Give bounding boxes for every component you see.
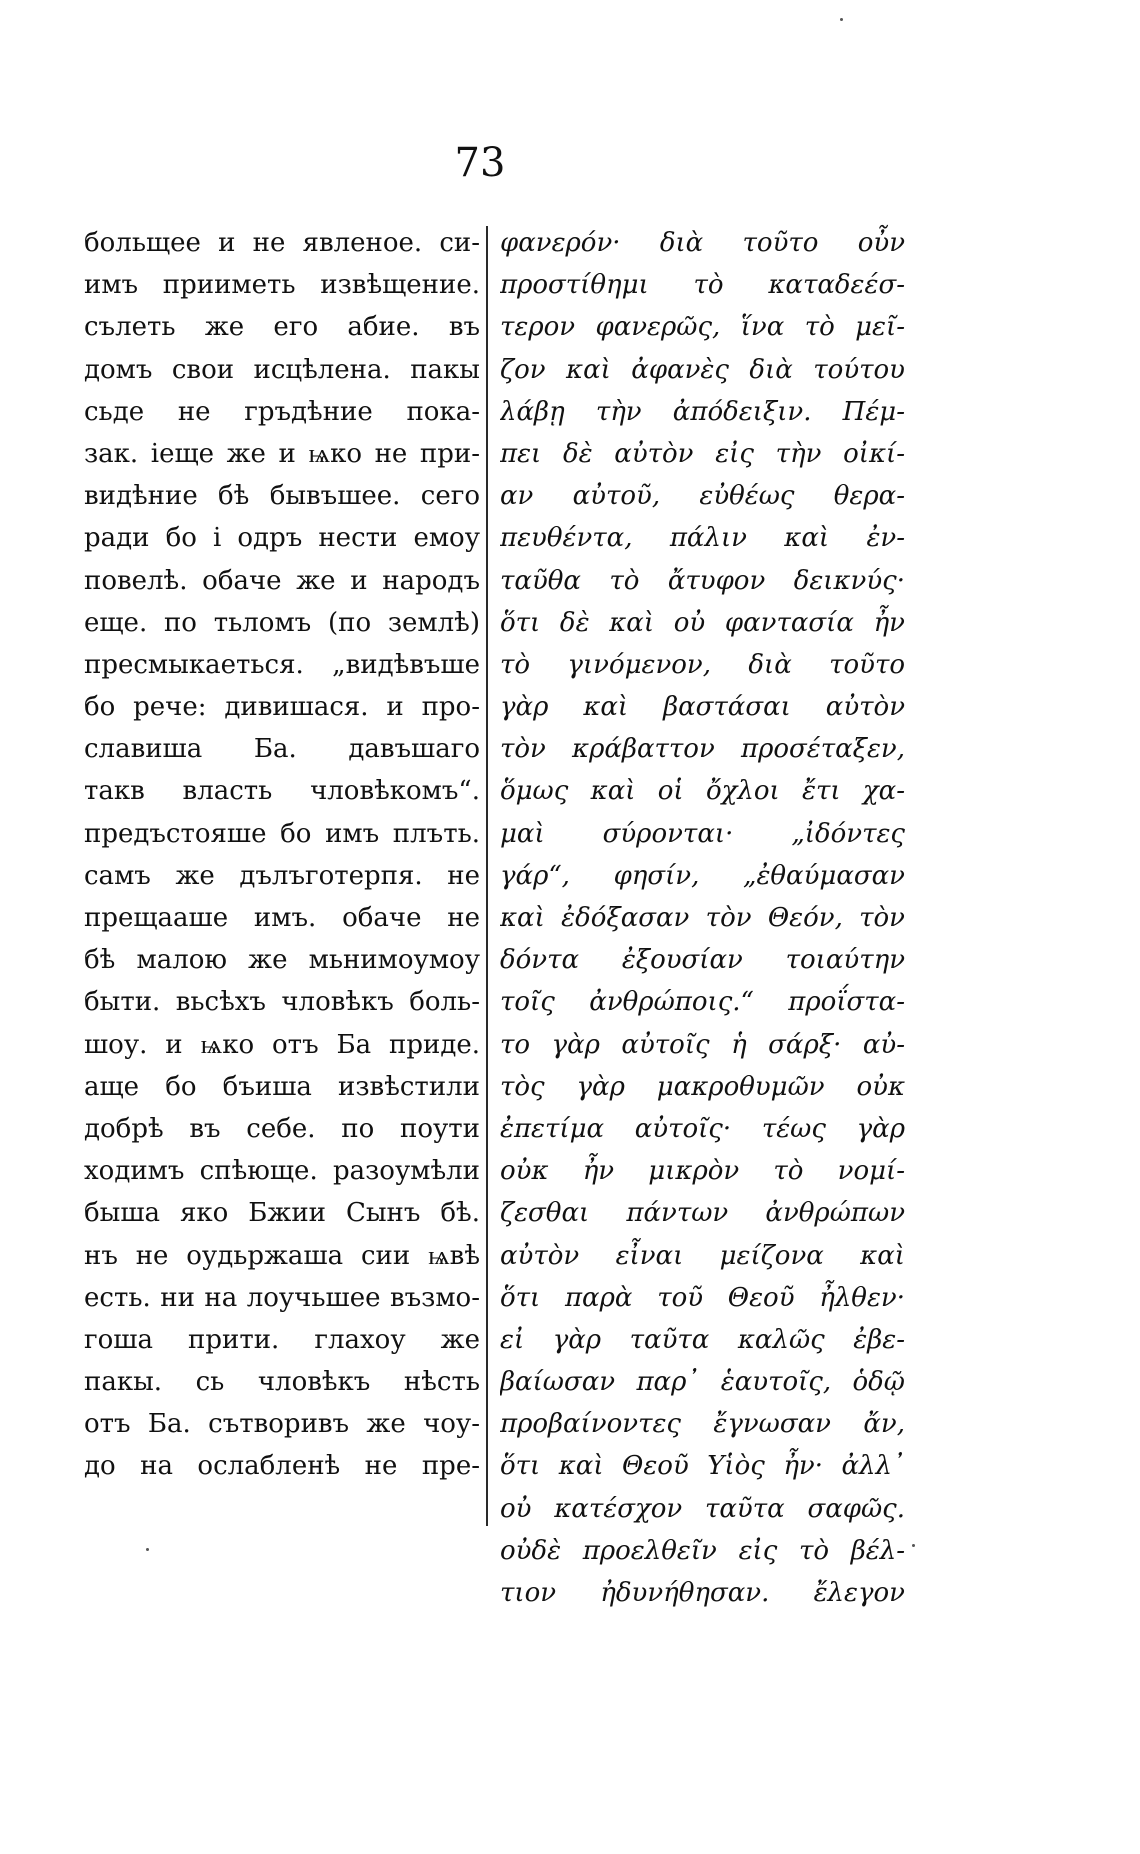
greek-text-line: οὐδὲ προελθεῖν εἰς τὸ βέλ- <box>500 1535 905 1566</box>
slavonic-text-line: больщее и не явленое. си- <box>84 228 480 258</box>
greek-text-line: λάβῃ τὴν ἀπόδειξιν. Πέμ- <box>500 396 905 427</box>
slavonic-text-line: гоша прити. глахоу же <box>84 1324 480 1355</box>
slavonic-text-line: аще бо бъиша извѣстили <box>84 1071 480 1102</box>
slavonic-text-line: видѣние бѣ бывъшее. сего <box>84 481 480 512</box>
slavonic-text-line: зак. іеще же и ѩко не при- <box>84 438 480 469</box>
slavonic-text-line: пакы. сь чловѣкъ нѣсть <box>84 1367 480 1398</box>
greek-text-line: αν αὐτοῦ, εὐθέως θερα- <box>500 481 905 512</box>
greek-text-line: βαίωσαν παρ᾽ ἑαυτοῖς, ὁδῷ <box>500 1367 905 1398</box>
greek-text-line: προβαίνοντες ἔγνωσαν ἄν, <box>500 1409 905 1440</box>
slavonic-text-line: шоу. и ѩко отъ Ба приде. <box>84 1029 480 1060</box>
greek-text-line: ζεσθαι πάντων ἀνθρώπων <box>500 1198 905 1229</box>
greek-text-line: ὅτι παρὰ τοῦ Θεοῦ ἦλθεν· <box>500 1282 905 1313</box>
greek-text-line: ὅτι δὲ καὶ οὐ φαντασία ἦν <box>500 607 905 638</box>
greek-text-line: τιον ἠδυνήθησαν. ἔλεγον <box>500 1578 905 1608</box>
greek-text-line: καὶ ἐδόξασαν τὸν Θεόν, τὸν <box>500 903 905 933</box>
slavonic-text-line: до на ослабленѣ не пре- <box>84 1451 480 1482</box>
greek-text-line: γάρ“, φησίν, „ἐθαύμασαν <box>500 860 905 891</box>
slavonic-text-line: прещааше имъ. обаче не <box>84 903 480 933</box>
slavonic-text-line: имъ прииметь извѣщение. <box>84 270 480 301</box>
greek-text-line: το γὰρ αὐτοῖς ἡ σάρξ· αὐ- <box>500 1029 905 1060</box>
page-speck <box>146 1548 149 1551</box>
greek-text-line: προστίθημι τὸ καταδεέσ- <box>500 270 905 301</box>
greek-text-line: μαὶ σύρονται· „ἰδόντες <box>500 818 905 849</box>
slavonic-column <box>84 222 480 1488</box>
slavonic-text-line: отъ Ба. сътворивъ же чоу- <box>84 1409 480 1440</box>
page-number: 73 <box>454 140 506 186</box>
greek-text-line: τὸν κράβαττον προσέταξεν, <box>500 734 905 765</box>
slavonic-text-line: предъстояше бо имъ плъть. <box>84 818 480 849</box>
slavonic-text-line: бо рече: дивишася. и про- <box>84 692 480 723</box>
slavonic-text-line: самъ же дълъготерпя. не <box>84 860 480 891</box>
slavonic-text-line: ходимъ спѣюще. разоумѣли <box>84 1156 480 1187</box>
greek-text-line: τοῖς ἀνθρώποις.“ προΐστα- <box>500 987 905 1018</box>
slavonic-text-line: сълеть же его абие. въ <box>84 312 480 343</box>
greek-text-line: αὐτὸν εἶναι μείζονα καὶ <box>500 1240 905 1271</box>
greek-text-line: ζον καὶ ἀφανὲς διὰ τούτου <box>500 354 905 385</box>
greek-text-line: δόντα ἐξουσίαν τοιαύτην <box>500 945 905 976</box>
slavonic-text-line: ради бо і одръ нести емоу <box>84 523 480 554</box>
page-speck <box>840 18 843 21</box>
greek-text-line: ἐπετίμα αὐτοῖς· τέως γὰρ <box>500 1113 905 1144</box>
greek-text-line: τερον φανερῶς, ἵνα τὸ μεῖ- <box>500 312 905 343</box>
greek-text-line: ταῦθα τὸ ἄτυφον δεικνύς· <box>500 565 905 596</box>
greek-text-line: τὸς γὰρ μακροθυμῶν οὐκ <box>500 1071 905 1102</box>
greek-text-line: πευθέντα, πάλιν καὶ ἐν- <box>500 523 905 554</box>
slavonic-text-line: еще. по тьломъ (по землѣ) <box>84 607 480 638</box>
slavonic-text-line: бѣ малою же мьнимоумоу <box>84 945 480 976</box>
greek-text-line: ὅτι καὶ Θεοῦ Υἱὸς ἦν· ἀλλ᾽ <box>500 1451 905 1482</box>
slavonic-text-line: сьде не гръдѣние пока- <box>84 396 480 427</box>
slavonic-text-line: есть. ни на лоучьшее възмо- <box>84 1282 480 1313</box>
greek-text-line: πει δὲ αὐτὸν εἰς τὴν οἰκί- <box>500 438 905 469</box>
greek-column <box>500 222 905 1614</box>
slavonic-text-line: добрѣ въ себе. по поути <box>84 1113 480 1144</box>
greek-text-line: φανερόν· διὰ τοῦτο οὖν <box>500 228 905 258</box>
slavonic-text-line: такв власть чловѣкомъ“. <box>84 776 480 807</box>
slavonic-text-line: быти. вьсѣхъ чловѣкъ боль- <box>84 987 480 1018</box>
slavonic-text-line: быша яко Бжии Сынъ бѣ. <box>84 1198 480 1229</box>
slavonic-text-line: пресмыкаеться. „видѣвъше <box>84 649 480 680</box>
greek-text-line: οὐκ ἦν μικρὸν τὸ νομί- <box>500 1156 905 1187</box>
greek-text-line: ὅμως καὶ οἱ ὄχλοι ἔτι χα- <box>500 776 905 807</box>
column-divider <box>486 226 488 1526</box>
slavonic-text-line: домъ свои исцѣлена. пакы <box>84 354 480 385</box>
greek-text-line: γὰρ καὶ βαστάσαι αὐτὸν <box>500 692 905 723</box>
greek-text-line: οὐ κατέσχον ταῦτα σαφῶς. <box>500 1493 905 1524</box>
greek-text-line: τὸ γινόμενον, διὰ τοῦτο <box>500 649 905 680</box>
page-speck <box>912 1544 915 1547</box>
greek-text-line: εἰ γὰρ ταῦτα καλῶς ἐβε- <box>500 1324 905 1355</box>
slavonic-text-line: повелѣ. обаче же и народъ <box>84 565 480 596</box>
slavonic-text-line: славиша Ба. давъшаго <box>84 734 480 765</box>
slavonic-text-line: нъ не оудьржаша сии ѩвѣ <box>84 1240 480 1271</box>
